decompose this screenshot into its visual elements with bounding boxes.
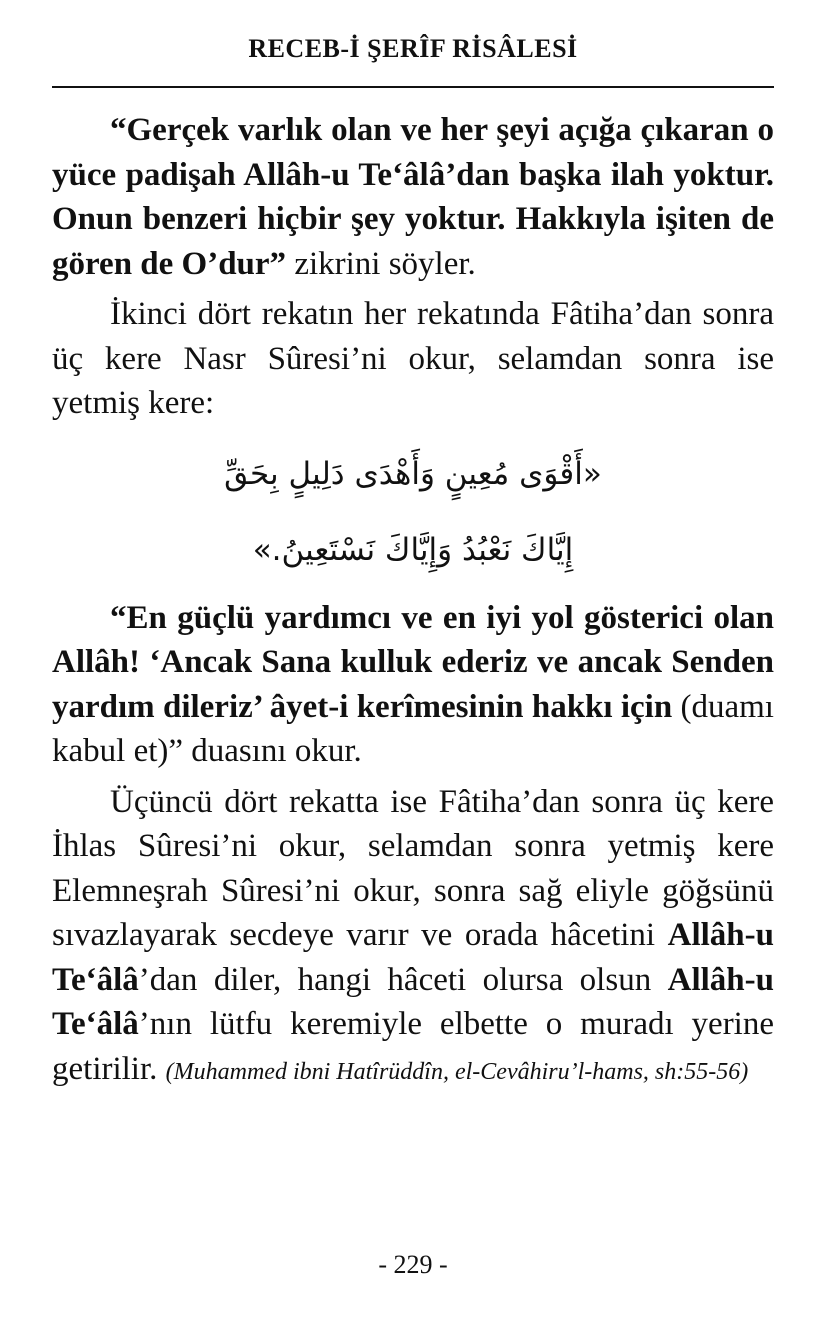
arabic-line-1: «أَقْوَى مُعِينٍ وَأَهْدَى دَلِيلٍ بِحَقِّ: [224, 455, 602, 492]
paragraph-1: [52, 108, 774, 286]
page-number: - 229 -: [378, 1250, 448, 1279]
paragraph-3: [52, 596, 774, 774]
page-body: [52, 108, 774, 1094]
paragraph-3-rest: (duamı kabul et)” duasını okur.: [52, 688, 774, 769]
paragraph-4-text-2: ’dan diler, hangi hâceti olursa olsun: [138, 961, 668, 998]
paragraph-4-bold-1: Allâh-u Te‘âlâ: [52, 917, 774, 998]
paragraph-4-text-3: ’nın lütfu keremiyle elbette o muradı yerine getirilir.: [52, 1006, 774, 1087]
paragraph-4: [52, 780, 774, 1095]
arabic-prayer: [52, 436, 774, 588]
paragraph-2: İkinci dört rekatın her rekatında Fâtiha’dan sonra üç kere Nasr Sûresi’ni okur, selamdan sonra ise yetmiş kere:: [52, 296, 774, 421]
arabic-line-2: إِيَّاكَ نَعْبُدُ وَإِيَّاكَ نَسْتَعِينُ.»: [252, 531, 574, 568]
citation: (Muhammed ibni Hatîrüddîn, el-Cevâhiru’l-hams, sh:55-56): [165, 1058, 749, 1085]
paragraph-4-bold-2: Allâh-u Te‘âlâ: [52, 961, 774, 1042]
paragraph-1-rest: zikrini söyler.: [286, 245, 476, 282]
paragraph-4-text-1: Üçüncü dört rekatta ise Fâtiha’dan sonra üç kere İhlas Sûresi’ni okur, selamdan sonra yetmiş kere Elemneşrah Sûresi’ni okur, sonra sağ eliyle göğsünü sıvazlayarak secdeye varır ve orada hâcetini: [52, 783, 774, 953]
paragraph-3-bold: “En güçlü yardımcı ve en iyi yol gösterici olan Allâh! ‘Ancak Sana kulluk ederiz ve ancak Senden yardım dileriz’ âyet-i kerîmesinin hakkı için: [52, 599, 774, 725]
header-rule: [52, 86, 774, 88]
paragraph-1-bold: “Gerçek varlık olan ve her şeyi açığa çıkaran o yüce padişah Allâh-u Te‘âlâ’dan başka ilah yoktur. Onun benzeri hiçbir şey yoktur. Hakkıyla işiten de gören de O’dur”: [52, 112, 774, 282]
running-header: RECEB-İ ŞERÎF RİSÂLESİ: [248, 34, 578, 63]
